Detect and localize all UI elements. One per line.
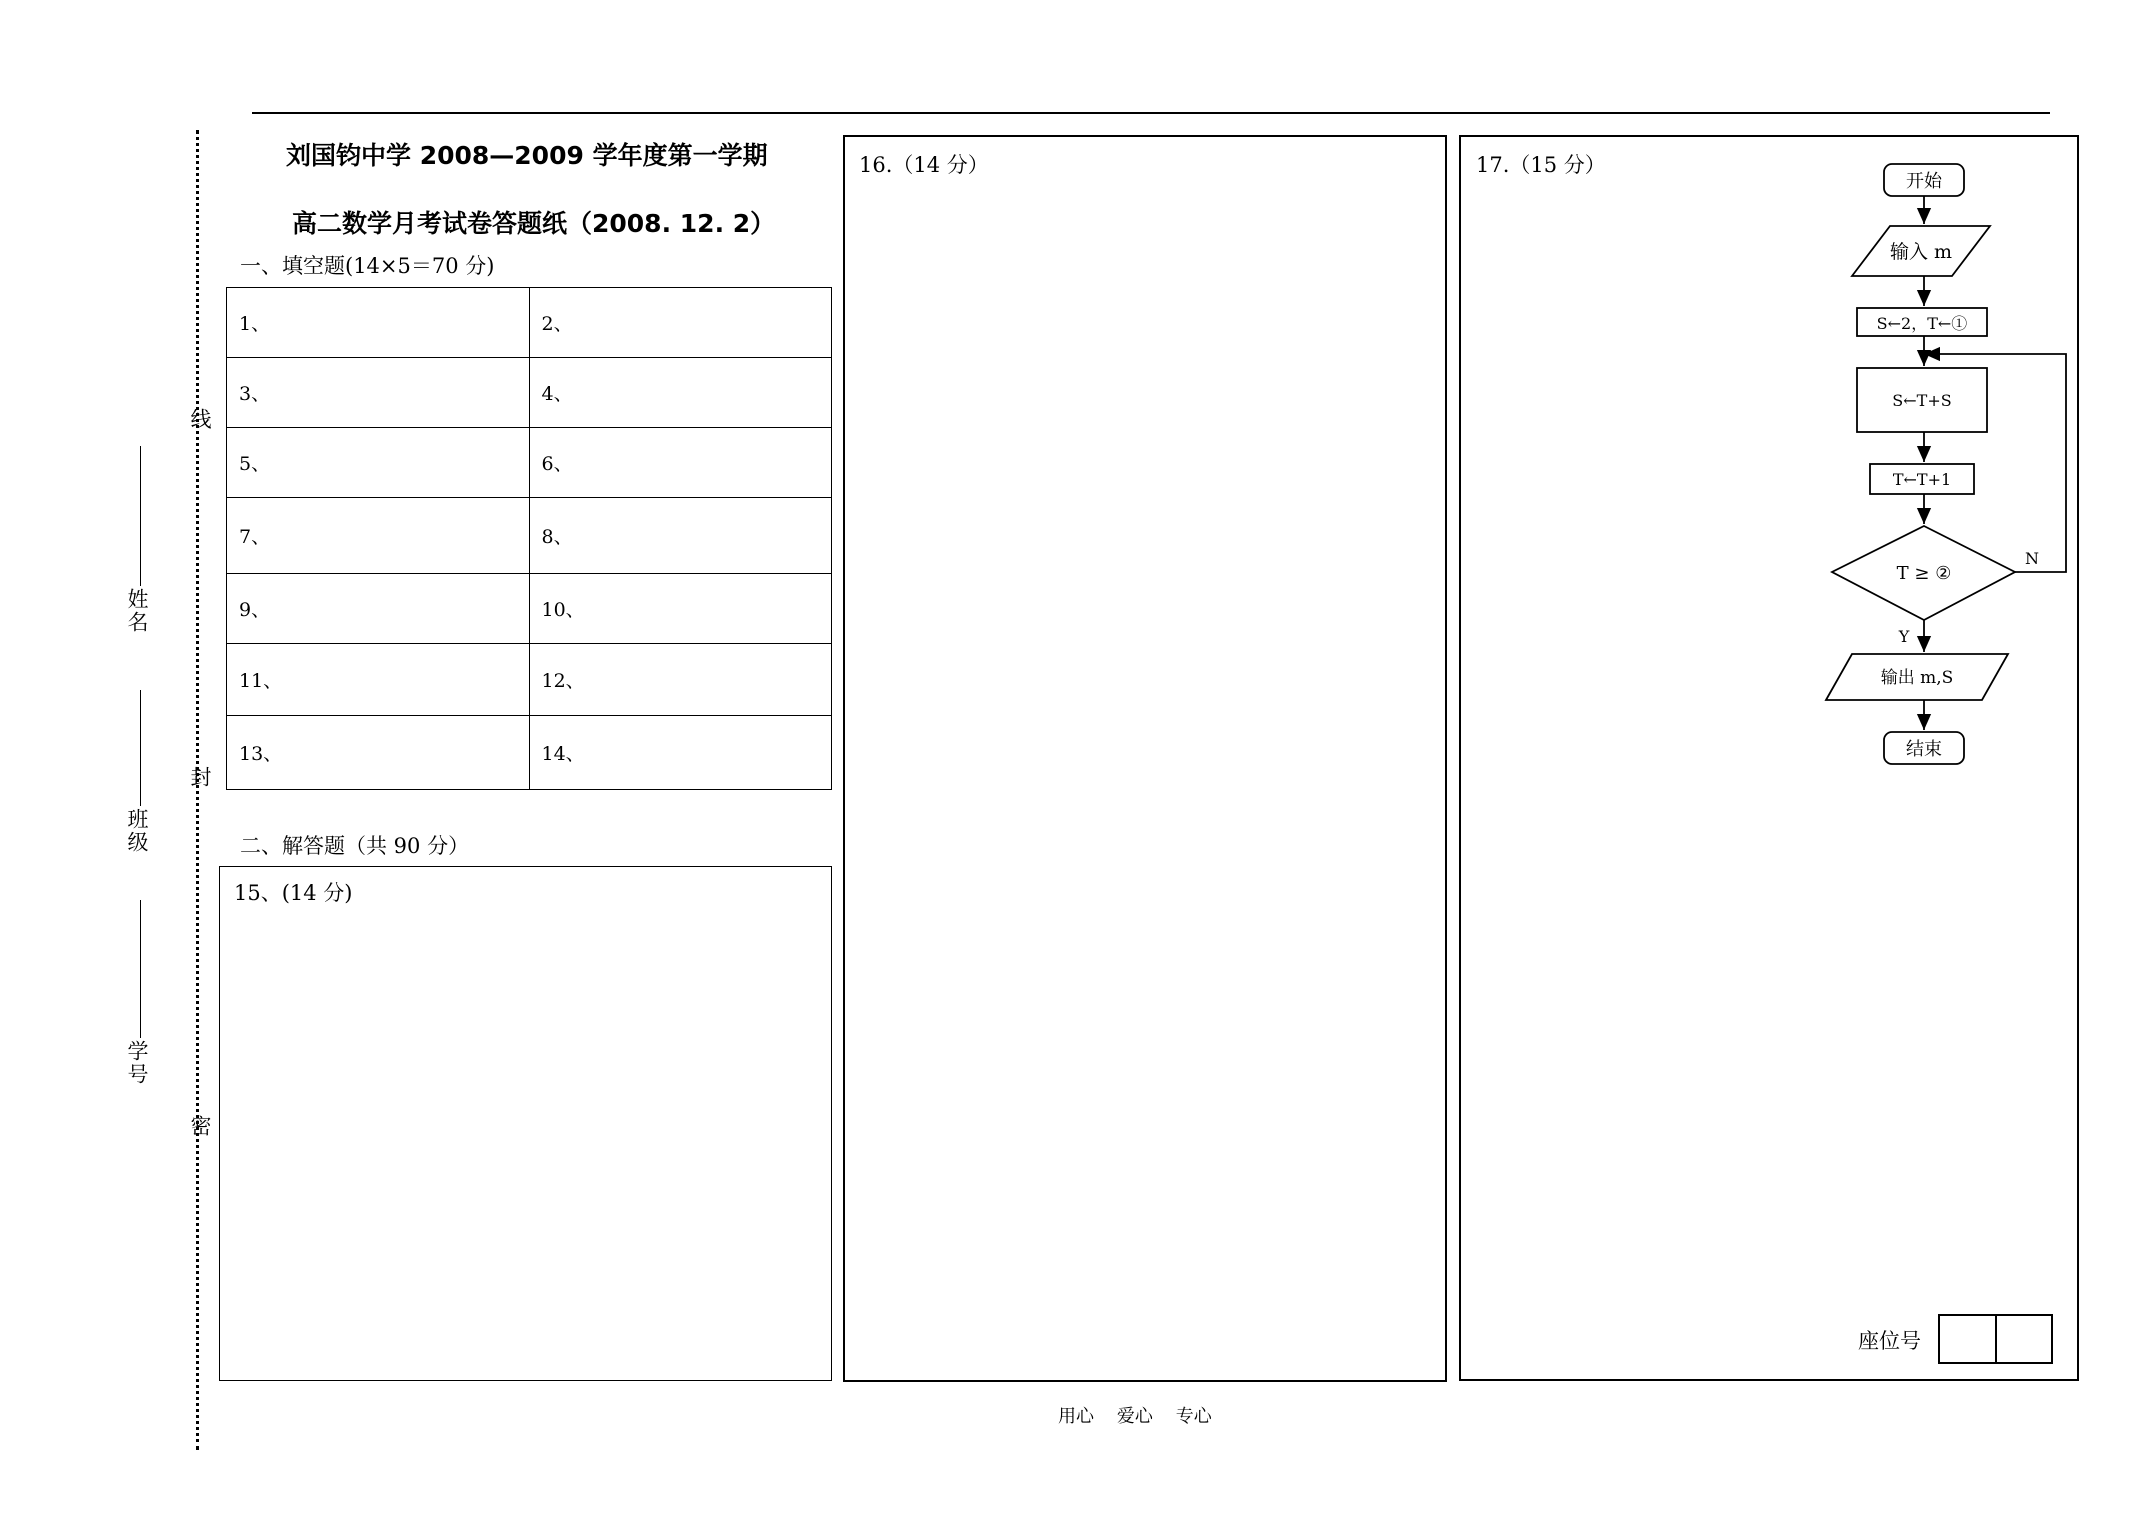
title-line-1: 刘国钧中学 2008—2009 学年度第一学期 — [286, 141, 768, 170]
table-row — [227, 574, 832, 644]
section1-heading: 一、填空题(14×5＝70 分) — [240, 254, 495, 278]
student-id-field-label: 学号 — [125, 1040, 149, 1086]
answer-cell-12[interactable]: 12、 — [529, 644, 832, 716]
table-row — [227, 644, 832, 716]
answer-cell-2[interactable]: 2、 — [529, 288, 832, 358]
footer-motto: 用心 爱心 专心 — [1058, 1406, 1212, 1427]
flowchart-start-text: 开始 — [1906, 171, 1942, 192]
class-field-label: 班级 — [125, 808, 149, 854]
section2-heading: 二、解答题（共 90 分） — [240, 834, 470, 858]
class-field-line — [140, 690, 141, 806]
student-id-field-line — [140, 900, 141, 1038]
answer-cell-13[interactable]: 13、 — [227, 716, 530, 790]
problem-16-label: 16.（14 分） — [859, 153, 989, 177]
answer-cell-9[interactable]: 9、 — [227, 574, 530, 644]
flowchart-input-text: 输入 m — [1889, 241, 1953, 263]
answer-cell-11[interactable]: 11、 — [227, 644, 530, 716]
seat-number-label: 座位号 — [1858, 1329, 1921, 1353]
problem-16-answer-box[interactable] — [843, 135, 1447, 1382]
flowchart-end-text: 结束 — [1906, 739, 1942, 760]
name-field-line — [140, 446, 141, 586]
problem-17-label: 17.（15 分） — [1476, 153, 1606, 177]
answer-cell-10[interactable]: 10、 — [529, 574, 832, 644]
problem-15-label: 15、(14 分) — [234, 881, 353, 905]
flowchart-step1-text: S←T+S — [1892, 391, 1952, 410]
seal-mark-line: 线 — [188, 408, 212, 431]
answer-cell-7[interactable]: 7、 — [227, 498, 530, 574]
fill-in-answer-table — [226, 287, 832, 790]
flowchart-decision-text: T ≥ ② — [1896, 563, 1952, 584]
top-rule — [252, 112, 2050, 114]
binding-dotted-line — [196, 130, 199, 1450]
table-row — [227, 428, 832, 498]
flowchart-step2-text: T←T+1 — [1892, 470, 1952, 489]
name-field-label: 姓名 — [125, 588, 149, 634]
answer-cell-3[interactable]: 3、 — [227, 358, 530, 428]
seat-number-divider — [1995, 1316, 1997, 1362]
answer-cell-14[interactable]: 14、 — [529, 716, 832, 790]
table-row — [227, 716, 832, 790]
answer-cell-8[interactable]: 8、 — [529, 498, 832, 574]
answer-cell-5[interactable]: 5、 — [227, 428, 530, 498]
problem-15-answer-box[interactable] — [219, 866, 832, 1381]
table-row — [227, 358, 832, 428]
seal-mark-secret: 密 — [188, 1115, 212, 1138]
title-line-2: 高二数学月考试卷答题纸（2008. 12. 2） — [292, 209, 776, 238]
answer-cell-4[interactable]: 4、 — [529, 358, 832, 428]
flowchart — [1800, 150, 2080, 780]
table-row — [227, 288, 832, 358]
flowchart-yes-label: Y — [1898, 627, 1910, 646]
answer-cell-6[interactable]: 6、 — [529, 428, 832, 498]
flowchart-init-text: S←2，T←① — [1876, 314, 1968, 333]
flowchart-output-text: 输出 m,S — [1880, 668, 1954, 688]
flowchart-no-label: N — [2025, 549, 2039, 568]
answer-cell-1[interactable]: 1、 — [227, 288, 530, 358]
seat-number-box[interactable] — [1938, 1314, 2053, 1364]
seal-mark-seal: 封 — [188, 766, 212, 789]
table-row — [227, 498, 832, 574]
